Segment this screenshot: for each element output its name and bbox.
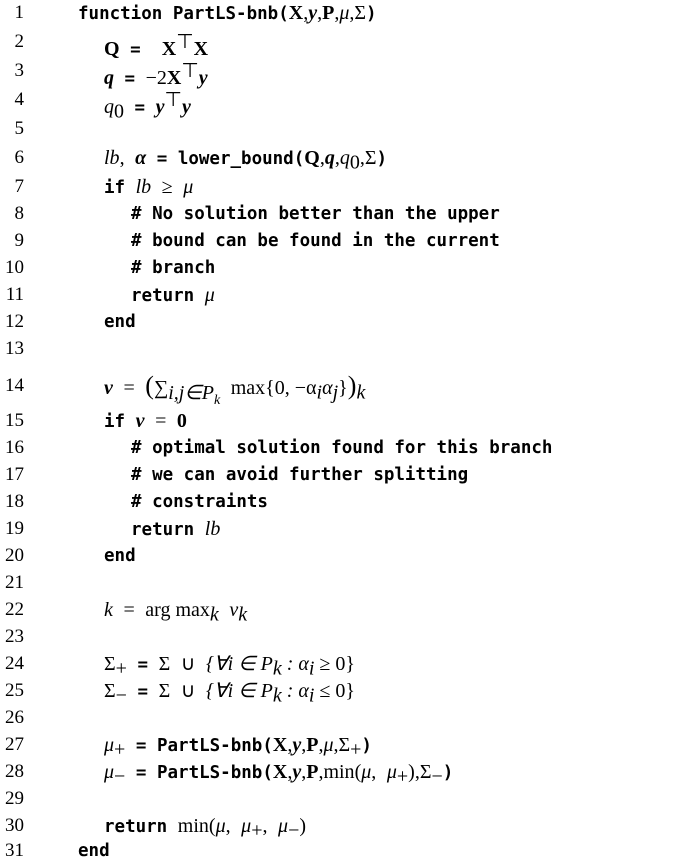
math-mu: μ (104, 761, 115, 783)
line-number: 10 (5, 257, 24, 278)
comma: , (318, 734, 324, 756)
line-number: 28 (5, 761, 24, 782)
line-content (104, 759, 453, 790)
sum-sign: ∑ (153, 377, 169, 399)
keyword-return: return (131, 520, 195, 540)
subscript-minus: − (115, 684, 127, 707)
assign: = (135, 763, 147, 783)
math-q0: q (339, 147, 350, 169)
code-line-27 (0, 732, 685, 761)
line-number: 15 (5, 410, 24, 431)
code-line-31 (0, 840, 685, 860)
comma: , (334, 147, 340, 169)
math-mu: μ (323, 734, 334, 756)
subscript-plus: + (114, 738, 126, 761)
comma: , (333, 734, 339, 756)
function-name: PartLS-bnb (156, 736, 263, 756)
assign: = (156, 149, 168, 169)
line-number: 5 (14, 118, 24, 139)
subscript-plus: + (115, 657, 127, 680)
math-y: y (155, 95, 165, 118)
math-X: X (288, 2, 304, 24)
code-line-20 (0, 543, 685, 569)
forall-open: {∀i ∈ P (205, 653, 273, 675)
line-number: 7 (14, 176, 24, 197)
math-Q: Q (304, 147, 320, 169)
math-k: k (104, 599, 113, 621)
line-content (131, 435, 552, 461)
code-line-1 (0, 0, 685, 26)
subscript-k: k (209, 603, 219, 626)
line-number: 14 (5, 375, 24, 396)
math-mu: μ (339, 2, 350, 24)
math-mu: μ (204, 284, 215, 306)
math-Sigma: Σ (104, 680, 116, 702)
comma: , (301, 734, 307, 756)
paren-open: ( (293, 149, 305, 169)
comma: , (119, 147, 125, 169)
subscript-k: k (272, 684, 282, 707)
math-lb: lb (104, 147, 120, 169)
code-line-17 (0, 462, 685, 488)
transpose: ⊤ (176, 31, 194, 53)
line-number: 29 (5, 788, 24, 809)
subscript-plus: + (251, 819, 263, 842)
comma: , (349, 2, 355, 24)
math-mu: μ (104, 734, 115, 756)
line-content (104, 174, 193, 201)
line-content (104, 408, 187, 435)
line-number: 1 (14, 2, 24, 23)
transpose: ⊤ (181, 60, 199, 82)
equals: = (155, 410, 167, 432)
code-line-15 (0, 408, 685, 434)
math-lb: lb (204, 518, 221, 540)
max-args-open: {0, −α (265, 377, 317, 399)
comment: # branch (131, 258, 216, 278)
math-mu: μ (215, 815, 226, 837)
subscript-k: k (238, 603, 248, 626)
subscript-i: i (308, 657, 315, 680)
subscript-plus: + (396, 765, 409, 788)
line-number: 16 (5, 437, 24, 458)
keyword-end: end (104, 312, 136, 332)
keyword-if: if (104, 178, 126, 198)
subscript-minus: − (114, 765, 126, 788)
math-P: P (306, 734, 319, 756)
line-number: 18 (5, 491, 24, 512)
comma: , (371, 761, 377, 783)
math-X: X (193, 37, 209, 60)
line-content (104, 732, 372, 763)
max-args-close: } (338, 377, 348, 399)
paren-open: ( (262, 736, 273, 756)
comment: # optimal solution found for this branch (131, 438, 553, 458)
line-number: 24 (5, 653, 24, 674)
keyword-end: end (78, 841, 110, 861)
comma: , (303, 2, 309, 24)
line-number: 4 (14, 89, 24, 110)
min-operator: min (177, 815, 209, 837)
comma: , (287, 734, 293, 756)
math-q: q (104, 66, 114, 89)
math-Sigma: Σ (364, 147, 377, 169)
leq-zero: ≤ 0} (314, 680, 356, 702)
line-number: 12 (5, 311, 24, 332)
forall-open: {∀i ∈ P (205, 680, 273, 702)
comma: , (318, 761, 324, 783)
line-number: 25 (5, 680, 24, 701)
code-line-14 (0, 368, 685, 408)
comma: , (287, 761, 293, 783)
math-X: X (272, 761, 288, 783)
math-y: y (181, 95, 191, 118)
line-number: 31 (5, 840, 24, 861)
assign: = (124, 68, 136, 89)
line-content (131, 282, 215, 309)
line-number: 26 (5, 707, 24, 728)
subscript-0: 0 (114, 100, 124, 123)
math-mu: μ (183, 176, 194, 198)
big-paren-close: ) (347, 371, 357, 400)
geq: ≥ (161, 176, 173, 198)
keyword-function: function (78, 4, 163, 24)
min-operator: min (323, 761, 355, 783)
math-Sigma: Σ (419, 761, 432, 783)
forall-mid: : α (281, 680, 309, 702)
math-P: P (306, 761, 319, 783)
math-mu: μ (386, 761, 397, 783)
code-line-19 (0, 516, 685, 542)
function-name: PartLS-bnb (156, 763, 263, 783)
big-paren-open: ( (145, 371, 154, 400)
line-content (131, 228, 500, 254)
math-nu: ν (104, 377, 113, 399)
math-Sigma: Σ (354, 2, 366, 24)
keyword-return: return (104, 817, 168, 837)
code-line-12 (0, 309, 685, 335)
code-line-25 (0, 678, 685, 707)
comma: , (301, 761, 307, 783)
comma: , (414, 761, 420, 783)
line-number: 8 (14, 203, 24, 224)
comment: # bound can be found in the current (131, 231, 500, 251)
math-mu: μ (361, 761, 372, 783)
max-operator: max (230, 377, 266, 399)
paren-open: ( (208, 815, 216, 837)
comment: # we can avoid further splitting (131, 465, 469, 485)
math-q0: q (104, 95, 114, 118)
line-number: 27 (5, 734, 24, 755)
subscript-minus: − (288, 819, 300, 842)
line-number: 6 (14, 147, 24, 168)
assign: = (135, 736, 147, 756)
line-number: 20 (5, 545, 24, 566)
comma: , (225, 815, 231, 837)
math-mu: μ (241, 815, 252, 837)
line-number: 13 (5, 338, 24, 359)
math-Sigma: Σ (104, 653, 116, 675)
code-line-3 (0, 58, 685, 89)
keyword-end: end (104, 546, 136, 566)
code-line-29 (0, 786, 685, 812)
assign: = (130, 39, 141, 60)
line-content (104, 651, 355, 682)
code-line-5 (0, 116, 685, 142)
math-X: X (166, 66, 182, 89)
subscript-k: k (272, 657, 282, 680)
math-Sigma: Σ (158, 653, 171, 675)
math-alpha: α (322, 377, 333, 399)
line-number: 2 (14, 31, 24, 52)
code-line-26 (0, 705, 685, 731)
comment: # constraints (131, 492, 268, 512)
code-line-4 (0, 87, 685, 123)
line-content (104, 813, 306, 844)
cup: ∪ (180, 680, 196, 702)
paren-close: ) (408, 761, 415, 783)
line-number: 21 (5, 572, 24, 593)
comment: # No solution better than the upper (131, 204, 500, 224)
assign: = (137, 682, 149, 702)
code-line-23 (0, 624, 685, 650)
line-content (104, 678, 355, 709)
paren-close: ) (361, 736, 372, 756)
subscript-0: 0 (349, 151, 360, 174)
line-number: 19 (5, 518, 24, 539)
cup: ∪ (180, 653, 196, 675)
minus-two: −2 (145, 66, 167, 89)
math-q: q (324, 147, 335, 169)
lower-bound-fn: lower_bound (177, 149, 294, 169)
code-line-24 (0, 651, 685, 680)
comma: , (334, 2, 340, 24)
math-P: P (322, 2, 335, 24)
line-number: 9 (14, 230, 24, 251)
paren-close: ) (366, 4, 377, 24)
argmax-operator: arg max (145, 599, 210, 621)
math-Sigma: Σ (338, 734, 351, 756)
code-line-7 (0, 174, 685, 200)
subscript-plus: + (350, 738, 362, 761)
assign: = (134, 97, 146, 118)
math-X: X (272, 734, 288, 756)
comma: , (359, 147, 365, 169)
subscript-i: i (308, 684, 315, 707)
math-alpha: α (135, 147, 147, 169)
code-line-22 (0, 597, 685, 626)
code-line-9 (0, 228, 685, 254)
subscript-k: k (356, 381, 366, 404)
paren-open: ( (262, 763, 273, 783)
math-y: y (292, 734, 302, 756)
line-content (131, 255, 215, 281)
line-number: 22 (5, 599, 24, 620)
paren-close: ) (442, 763, 454, 783)
comma: , (319, 147, 325, 169)
line-content (131, 489, 268, 515)
code-line-18 (0, 489, 685, 515)
forall-mid: : α (281, 653, 309, 675)
math-zero-vector: 0 (176, 410, 187, 432)
code-line-10 (0, 255, 685, 281)
line-number: 23 (5, 626, 24, 647)
math-v: v (229, 599, 239, 621)
geq-zero: ≥ 0} (314, 653, 356, 675)
subscript-minus: − (431, 765, 443, 788)
math-y: y (308, 2, 318, 24)
line-content (104, 145, 387, 176)
line-number: 30 (5, 815, 24, 836)
subscript-j: j (332, 381, 339, 404)
line-content (131, 462, 468, 488)
code-line-28 (0, 759, 685, 788)
line-content (78, 0, 377, 27)
comma: , (262, 815, 268, 837)
line-content (131, 201, 500, 227)
sum-subscript: i,j∈Pk (168, 381, 221, 408)
paren-close: ) (299, 815, 307, 837)
function-name: PartLS-bnb (172, 4, 279, 24)
code-line-21 (0, 570, 685, 596)
math-Sigma: Σ (158, 680, 171, 702)
keyword-if: if (104, 412, 126, 432)
line-content (78, 840, 110, 862)
math-Q: Q (104, 37, 120, 60)
math-y: y (198, 66, 208, 89)
code-line-30 (0, 813, 685, 842)
paren-open: ( (278, 4, 289, 24)
math-mu: μ (278, 815, 289, 837)
subscript-i: i (316, 381, 323, 404)
line-content (131, 516, 220, 543)
code-line-11 (0, 282, 685, 308)
line-number: 3 (14, 60, 24, 81)
math-X: X (161, 37, 177, 60)
line-content (104, 543, 136, 569)
math-nu: ν (135, 410, 145, 432)
line-content (104, 597, 247, 628)
paren-close: ) (376, 149, 388, 169)
line-number: 11 (5, 284, 24, 305)
code-line-16 (0, 435, 685, 461)
transpose: ⊤ (164, 89, 182, 111)
paren-open: ( (354, 761, 362, 783)
equals: = (123, 599, 135, 621)
assign: = (137, 655, 149, 675)
math-lb: lb (135, 176, 152, 198)
equals: = (123, 377, 135, 399)
comma: , (317, 2, 323, 24)
code-line-8 (0, 201, 685, 227)
code-line-13 (0, 336, 685, 362)
line-content (104, 309, 136, 335)
math-y: y (292, 761, 302, 783)
line-number: 17 (5, 464, 24, 485)
keyword-return: return (131, 286, 195, 306)
code-line-6 (0, 145, 685, 174)
code-line-2 (0, 29, 685, 60)
